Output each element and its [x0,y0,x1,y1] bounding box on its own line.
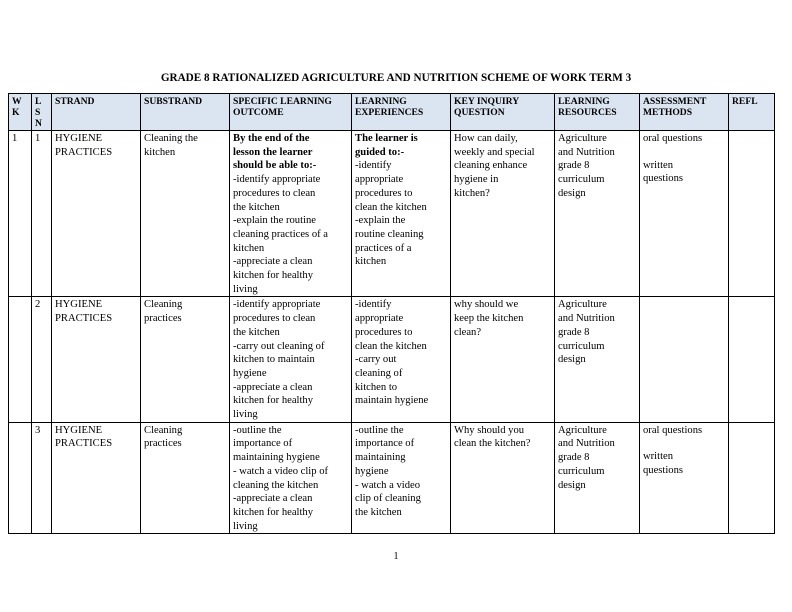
text-line: LEARNING [355,96,407,107]
text-line: SPECIFIC LEARNING [233,96,332,107]
text-line: OUTCOME [233,107,284,118]
text-line: clean the kitchen [355,201,427,213]
text-line: Agriculture [558,133,607,144]
text-line: why should we [454,299,519,311]
text-line: kitchen for healthy [233,270,314,282]
page-number: 1 [393,551,399,562]
text-line: PRACTICES [55,438,113,450]
cell-strand [52,422,141,534]
text-line: procedures to clean [233,187,316,199]
text-line: the kitchen [233,201,280,213]
document-title: GRADE 8 RATIONALIZED AGRICULTURE AND NUTRITION SCHEME OF WORK TERM 3 [160,72,632,84]
cell-refl [729,131,775,297]
text-line: weekly and special [454,146,535,158]
cell-lsn: 3 [32,422,52,534]
experiences-list [355,159,447,269]
cell-lsn: 2 [32,297,52,422]
text-line: curriculum [558,174,605,186]
text-line: appropriate [355,313,404,325]
text-line: RESOURCES [558,107,617,118]
text-line: K [12,107,20,118]
text-line: clean the kitchen? [454,438,531,450]
text-line: should be able to:- [233,160,317,172]
text-line: keep the kitchen [454,313,524,325]
text-line: Cleaning [144,424,183,436]
outcome-list [233,173,348,296]
text-line: Agriculture [558,299,607,311]
text-line: practices [144,438,182,450]
text-line: hygiene in [454,174,499,186]
text-line: -identify appropriate [233,299,321,311]
text-line: Why should you [454,424,525,436]
text-line: cleaning practices of a [233,228,328,240]
text-line: routine cleaning [355,228,424,240]
cell-question [451,422,555,534]
text-line: living [233,520,258,532]
text-line: practices [144,313,182,325]
header-refl: REFL [729,94,775,131]
text-line: kitchen for healthy [233,506,314,518]
cell-outcome [230,422,352,534]
text-line: procedures to [355,187,413,199]
text-line: design [558,187,586,199]
cell-assessment [640,131,729,297]
cell-outcome [230,131,352,297]
text-line: oral questions [643,133,703,144]
cell-assessment [640,422,729,534]
text-line [643,146,725,159]
header-experiences [352,94,451,131]
cell-strand [52,297,141,422]
text-line: kitchen to maintain [233,354,315,366]
text-line: and Nutrition [558,313,615,325]
cell-experiences [352,297,451,422]
table-row [9,422,775,534]
cell-question [451,131,555,297]
text-line: -carry out [355,354,397,366]
cell-wk [9,297,32,422]
text-line: cleaning of [355,367,403,379]
scheme-of-work-table [8,93,775,534]
text-line: clean the kitchen [355,340,427,352]
text-line: METHODS [643,107,693,118]
text-line: -carry out cleaning of [233,340,325,352]
text-line: kitchen [233,242,265,254]
cell-refl [729,422,775,534]
table-row [9,131,775,297]
text-line: -outline the [233,424,282,436]
cell-question [451,297,555,422]
cell-outcome [230,297,352,422]
text-line: grade 8 [558,160,590,172]
text-line: -outline the [355,424,404,436]
cell-substrand [141,131,230,297]
text-line: - watch a video clip of [233,465,329,477]
cell-substrand [141,422,230,534]
text-line: -appreciate a clean [233,381,313,393]
header-row [9,94,775,131]
text-line: Cleaning [144,299,183,311]
text-line: practices of a [355,242,412,254]
text-line: written [643,451,674,463]
text-line: cleaning enhance [454,160,528,172]
text-line: the kitchen [233,326,280,338]
text-line: kitchen? [454,187,490,199]
text-line: grade 8 [558,326,590,338]
text-line: questions [643,173,684,185]
text-line: questions [643,465,684,477]
text-line: importance of [233,438,293,450]
text-line: ASSESSMENT [643,96,707,107]
cell-substrand [141,297,230,422]
cell-strand [52,131,141,297]
header-strand: STRAND [52,94,141,131]
cell-resources [555,422,640,534]
text-line: maintaining hygiene [233,452,320,464]
text-line: oral questions [643,424,703,436]
text-line: guided to:- [355,146,405,158]
text-line: clip of cleaning [355,493,421,505]
experiences-intro [355,132,447,159]
text-line: hygiene [233,367,267,379]
cell-refl [729,297,775,422]
text-line: HYGIENE [55,133,103,144]
text-line: curriculum [558,340,605,352]
header-assessment [640,94,729,131]
text-line: maintain hygiene [355,395,429,407]
text-line: -appreciate a clean [233,256,313,268]
text-line: kitchen [355,256,387,268]
cell-wk: 1 [9,131,32,297]
text-line [643,437,725,450]
text-line: QUESTION [454,107,505,118]
header-outcome [230,94,352,131]
text-line: appropriate [355,174,404,186]
text-line: How can daily, [454,133,518,144]
cell-experiences [352,131,451,297]
text-line: -explain the routine [233,215,316,227]
text-line: importance of [355,438,415,450]
table-row [9,297,775,422]
text-line: LEARNING [558,96,610,107]
text-line: EXPERIENCES [355,107,424,118]
text-line: the kitchen [355,506,402,518]
header-substrand: SUBSTRAND [141,94,230,131]
text-line: W [12,96,22,107]
text-line: kitchen for healthy [233,395,314,407]
cell-experiences [352,422,451,534]
text-line: -identify [355,160,392,172]
text-line: -appreciate a clean [233,493,313,505]
text-line: grade 8 [558,452,590,464]
text-line: PRACTICES [55,146,113,158]
text-line: kitchen [144,146,176,158]
text-line: and Nutrition [558,146,615,158]
text-line: clean? [454,326,482,338]
text-line: L [35,96,42,107]
cell-resources [555,131,640,297]
text-line: KEY INQUIRY [454,96,520,107]
header-resources [555,94,640,131]
text-line: The learner is [355,133,418,144]
cell-assessment [640,297,729,422]
text-line: and Nutrition [558,438,615,450]
cell-wk [9,422,32,534]
text-line: procedures to [355,326,413,338]
header-question [451,94,555,131]
text-line: written [643,159,674,171]
header-lsn [32,94,52,131]
text-line: design [558,354,586,366]
text-line: - watch a video [355,479,421,491]
outcome-intro [233,132,348,173]
cell-lsn: 1 [32,131,52,297]
text-line: -explain the [355,215,406,227]
text-line: -identify appropriate [233,174,321,186]
text-line: procedures to clean [233,313,316,325]
text-line: -identify [355,299,392,311]
text-line: PRACTICES [55,313,113,325]
text-line: HYGIENE [55,424,103,436]
text-line: Agriculture [558,424,607,436]
text-line: living [233,283,258,295]
text-line: curriculum [558,465,605,477]
text-line: S [35,107,41,118]
text-line: design [558,479,586,491]
text-line: lesson the learner [233,146,313,158]
text-line: maintaining [355,452,406,464]
text-line: HYGIENE [55,299,103,311]
text-line: hygiene [355,465,389,477]
cell-resources [555,297,640,422]
text-line: kitchen to [355,381,398,393]
header-wk [9,94,32,131]
text-line: By the end of the [233,133,310,144]
text-line: living [233,409,258,421]
text-line: cleaning the kitchen [233,479,319,491]
text-line: Cleaning the [144,133,198,144]
text-line: N [35,118,42,129]
